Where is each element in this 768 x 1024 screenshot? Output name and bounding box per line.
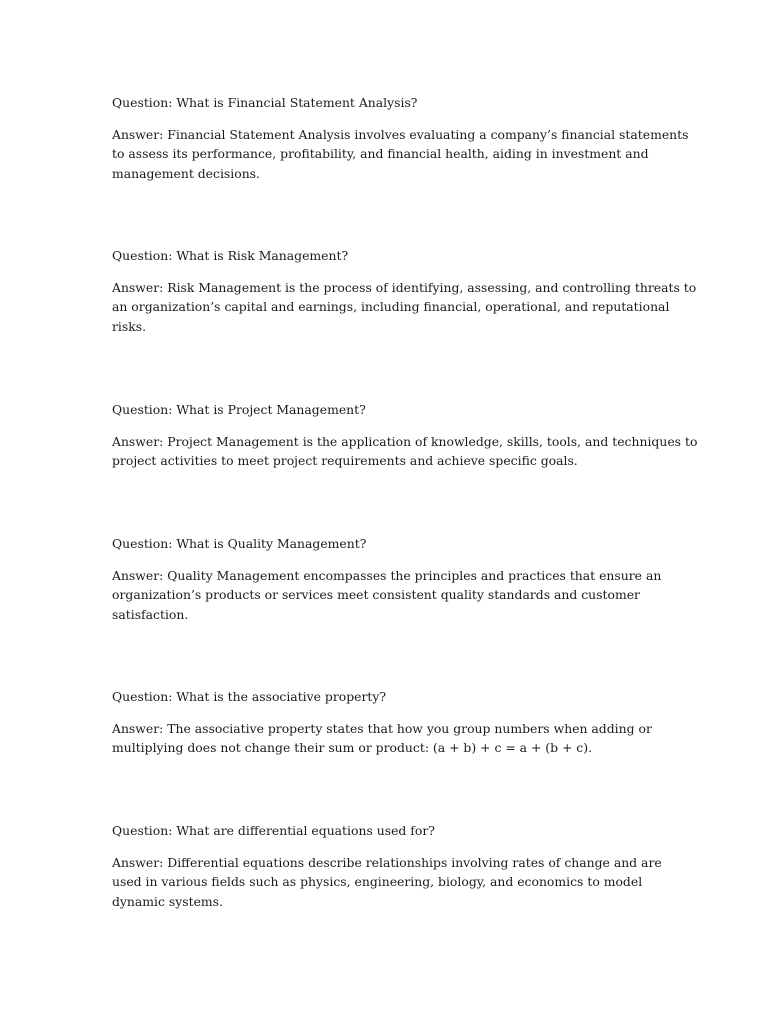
answer-text [112,278,697,337]
question-text: Question: What is the associative property? [112,689,387,704]
qa-entry-financial-statement-analysis [112,93,689,183]
answer-line: used in various fields such as physics, engineering, biology, and economics to model [112,874,643,889]
answer-line: Answer: Financial Statement Analysis involves evaluating a company’s financial statements [112,126,689,142]
answer-line: Answer: Risk Management is the process of identifying, assessing, and controlling threats to [112,279,697,295]
answer-line: dynamic systems. [112,893,223,909]
answer-line: satisfaction. [112,606,189,622]
answer-line: organization’s products or services meet consistent quality standards and customer [112,587,640,602]
answer-line: to assess its performance, profitability, and financial health, aiding in investment and [112,146,649,161]
answer-line: multiplying does not change their sum or product: (a + b) + c = a + (b + c). [112,740,593,755]
answer-text [112,432,698,471]
answer-line: Answer: Differential equations describe relationships involving rates of change and are [112,854,662,870]
answer-line: project activities to meet project requirements and achieve specific goals. [112,453,578,468]
answer-text [112,719,660,758]
qa-entry-quality-management [112,534,660,624]
answer-line: Answer: Quality Management encompasses the principles and practices that ensure an [112,567,662,583]
qa-entry-project-management [112,400,698,471]
question-text: Question: What are differential equations used for? [112,823,435,838]
answer-line: Answer: Project Management is the application of knowledge, skills, tools, and techniques to [112,433,698,449]
answer-text [112,566,660,625]
question-text: Question: What is Financial Statement Analysis? [112,95,418,110]
question-text: Question: What is Project Management? [112,402,366,417]
qa-entry-differential-equations [112,821,660,911]
answer-line: management decisions. [112,165,260,181]
answer-line: Answer: The associative property states that how you group numbers when adding or [112,720,652,736]
question-text: Question: What is Risk Management? [112,248,349,263]
answer-text [112,853,660,912]
question-text: Question: What is Quality Management? [112,536,367,551]
answer-text [112,125,689,184]
answer-line: risks. [112,318,147,334]
qa-entry-associative-property [112,687,660,758]
qa-entry-risk-management [112,246,697,336]
answer-line: an organization’s capital and earnings, including financial, operational, and reputational [112,299,670,314]
